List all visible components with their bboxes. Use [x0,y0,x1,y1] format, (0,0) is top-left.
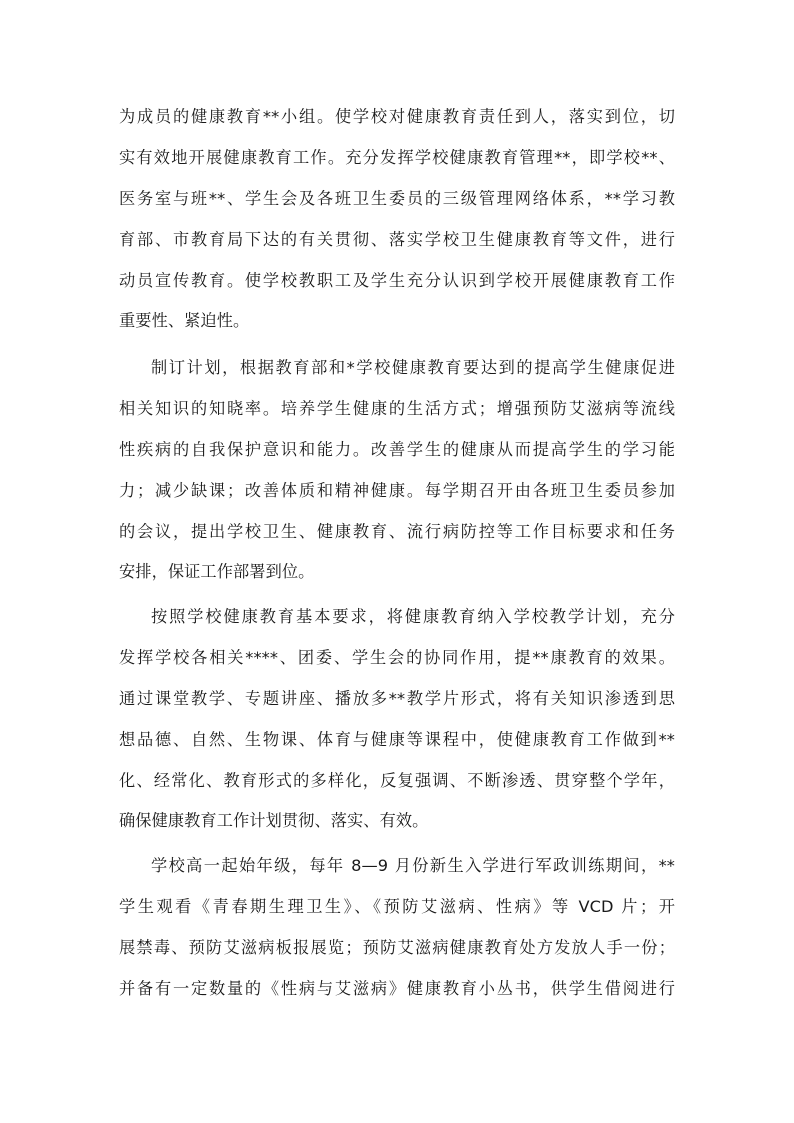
text-line: 并备有一定数量的《性病与艾滋病》健康教育小丛书，供学生借阅进行 [119,978,675,998]
text-line: 力；减少缺课；改善体质和精神健康。每学期召开由各班卫生委员参加 [119,480,675,500]
paragraph-4 [119,846,675,1010]
text-line: 学生观看《青春期生理卫生》、《预防艾滋病、性病》等 VCD 片；开 [119,896,675,916]
text-line: 确保健康教育工作计划贯彻、落实、有效。 [119,811,429,831]
text-line: 制订计划，根据教育部和*学校健康教育要达到的提高学生健康促进 [151,358,675,377]
text-line: 性疾病的自我保护意识和能力。改善学生的健康从而提高学生的学习能 [119,439,675,459]
text-line: 通过课堂教学、专题讲座、播放多**教学片形式，将有关知识渗透到思 [119,688,675,708]
text-line: 医务室与班**、学生会及各班卫生委员的三级管理网络体系，**学习教 [119,188,675,208]
text-line: 实有效地开展健康教育工作。充分发挥学校健康教育管理**，即学校**、 [119,147,675,167]
text-line: 想品德、自然、生物课、体育与健康等课程中，使健康教育工作做到** [119,729,675,749]
paragraph-2 [119,348,675,593]
text-line: 化、经常化、教育形式的多样化，反复强调、不断渗透、贯穿整个学年， [119,770,675,790]
text-line: 重要性、紧迫性。 [119,311,250,331]
text-line: 安排，保证工作部署到位。 [119,562,315,582]
paragraph-3 [119,597,675,842]
text-line: 为成员的健康教育**小组。使学校对健康教育责任到人，落实到位，切 [119,107,675,126]
text-line: 动员宣传教育。使学校教职工及学生充分认识到学校开展健康教育工作 [119,270,675,290]
text-line: 相关知识的知晓率。培养学生健康的生活方式；增强预防艾滋病等流线 [119,398,675,418]
text-line: 按照学校健康教育基本要求，将健康教育纳入学校教学计划，充分 [151,607,675,626]
text-line: 的会议，提出学校卫生、健康教育、流行病防控等工作目标要求和任务 [119,521,675,541]
paragraph-1 [119,97,675,342]
text-line: 育部、市教育局下达的有关贯彻、落实学校卫生健康教育等文件，进行 [119,229,675,249]
text-line: 发挥学校各相关****、团委、学生会的协同作用，提**康教育的效果。 [119,647,675,667]
text-line: 学校高一起始年级，每年 8—9 月份新生入学进行军政训练期间，** [151,856,675,875]
text-line: 展禁毒、预防艾滋病板报展览；预防艾滋病健康教育处方发放人手一份； [119,937,675,957]
